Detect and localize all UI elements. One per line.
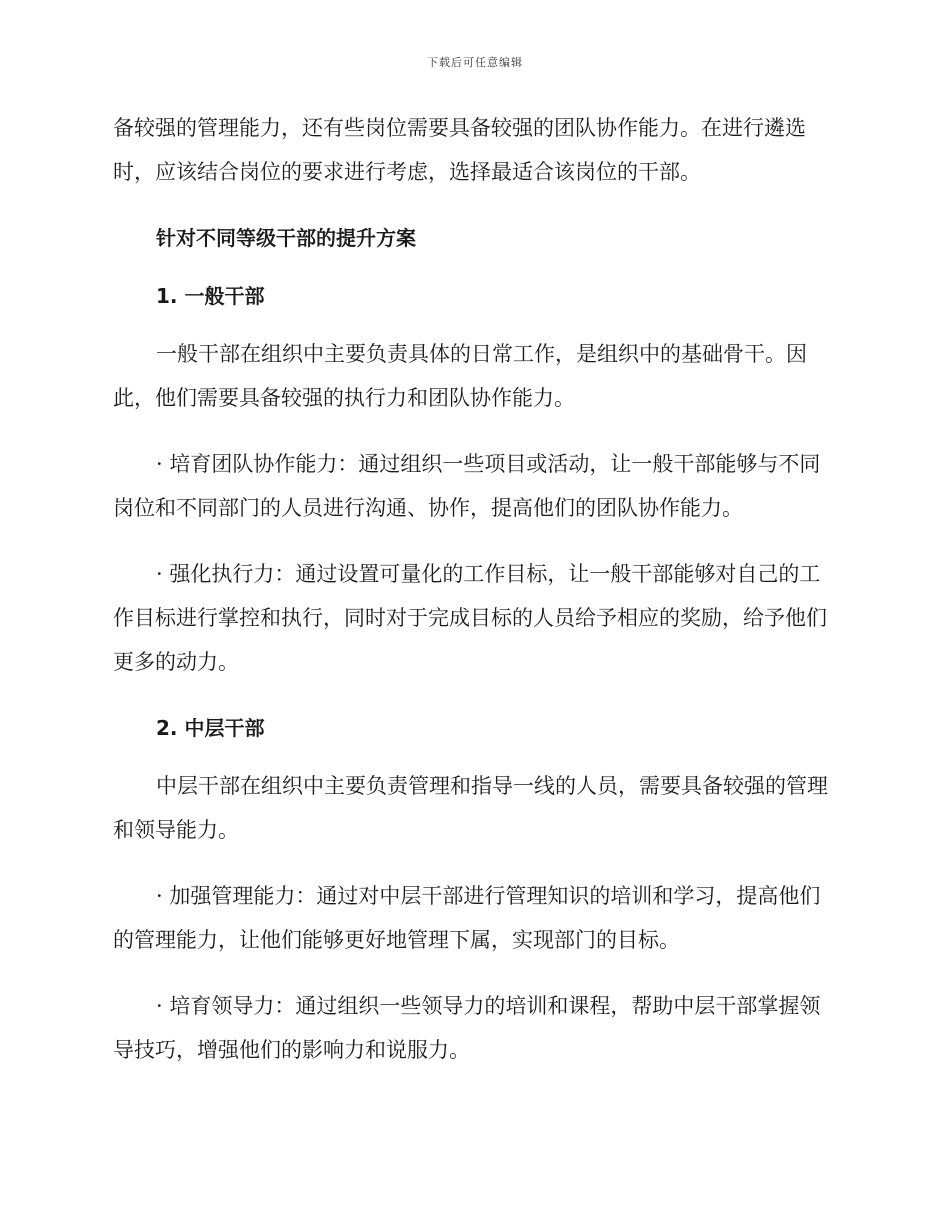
section-heading: 针对不同等级干部的提升方案 [156, 226, 416, 250]
document-body [113, 106, 833, 1094]
subheading-middle-cadres: 2. 中层干部 [156, 716, 265, 740]
bullet-leadership: · 培育领导力：通过组织一些领导力的培训和课程，帮助中层干部掌握领导技巧，增强他们的影响力和说服力。 [113, 994, 821, 1062]
paragraph-general-cadres: 一般干部在组织中主要负责具体的日常工作，是组织中的基础骨干。因此，他们需要具备较强的执行力和团队协作能力。 [113, 342, 807, 410]
subheading-general-cadres: 1. 一般干部 [156, 284, 265, 308]
bullet-management: · 加强管理能力：通过对中层干部进行管理知识的培训和学习，提高他们的管理能力，让他们能够更好地管理下属，实现部门的目标。 [113, 884, 821, 952]
paragraph-middle-cadres: 中层干部在组织中主要负责管理和指导一线的人员，需要具备较强的管理和领导能力。 [113, 774, 828, 842]
header-note: 下载后可任意编辑 [427, 56, 523, 69]
bullet-execution: · 强化执行力：通过设置可量化的工作目标，让一般干部能够对自己的工作目标进行掌控和执行，同时对于完成目标的人员给予相应的奖励，给予他们更多的动力。 [113, 562, 827, 674]
bullet-teamwork: · 培育团队协作能力：通过组织一些项目或活动，让一般干部能够与不同岗位和不同部门的人员进行沟通、协作，提高他们的团队协作能力。 [113, 452, 821, 520]
paragraph-continued: 备较强的管理能力，还有些岗位需要具备较强的团队协作能力。在进行遴选时，应该结合岗位的要求进行考虑，选择最适合该岗位的干部。 [113, 116, 806, 184]
